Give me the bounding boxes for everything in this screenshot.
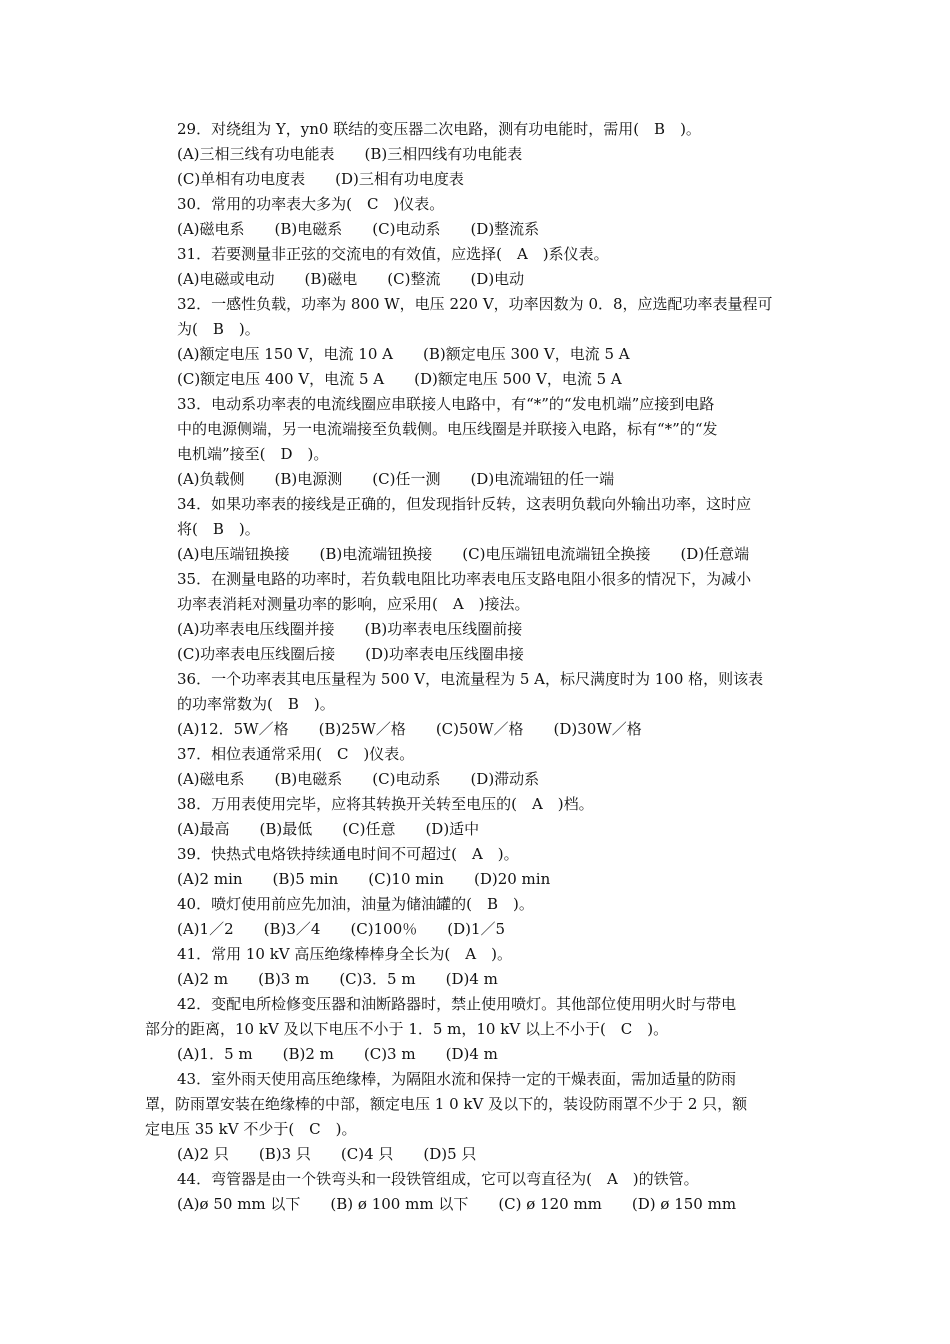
question-39: 39．快热式电烙铁持续通电时间不可超过( A )。 [177,845,519,863]
question-40: 40．喷灯使用前应先加油，油量为储油罐的( B )。 [177,895,534,913]
question-35-options: (A)功率表电压线圈并接 (B)功率表电压线圈前接 [177,620,523,638]
question-31-options: (A)电磁或电动 (B)磁电 (C)整流 (D)电动 [177,270,525,288]
question-36: 的功率常数为( B )。 [177,695,335,713]
question-36-options: (A)12．5W／格 (B)25W／格 (C)50W／格 (D)30W／格 [177,720,642,738]
question-35: 功率表消耗对测量功率的影响，应采用( A )接法。 [177,595,530,613]
question-42-options: (A)1．5 m (B)2 m (C)3 m (D)4 m [177,1045,498,1063]
question-35-options: (C)功率表电压线圈后接 (D)功率表电压线圈串接 [177,645,524,663]
question-32: 为( B )。 [177,320,260,338]
question-44: 44．弯管器是由一个铁弯头和一段铁管组成，它可以弯直径为( A )的铁管。 [177,1170,699,1188]
question-29-options: (A)三相三线有功电能表 (B)三相四线有功电能表 [177,145,523,163]
question-43-options: (A)2 只 (B)3 只 (C)4 只 (D)5 只 [177,1145,477,1163]
question-34-options: (A)电压端钮换接 (B)电流端钮换接 (C)电压端钮电流端钮全换接 (D)任意端 [177,545,750,563]
question-42: 部分的距离，10 kV 及以下电压不小于 1．5 m，10 kV 以上不小于( C )。 [145,1020,669,1038]
question-36: 36．一个功率表其电压量程为 500 V，电流量程为 5 A，标尺满度时为 100 格，则该表 [177,670,764,688]
question-40-options: (A)1／2 (B)3／4 (C)100％ (D)1／5 [177,920,506,938]
question-37-options: (A)磁电系 (B)电磁系 (C)电动系 (D)滞动系 [177,770,540,788]
question-39-options: (A)2 min (B)5 min (C)10 min (D)20 min [177,870,551,888]
question-31: 31．若要测量非正弦的交流电的有效值，应选择( A )系仪表。 [177,245,609,263]
question-35: 35．在测量电路的功率时，若负载电阻比功率表电压支路电阻小很多的情况下，为减小 [177,570,752,588]
question-37: 37．相位表通常采用( C )仪表。 [177,745,415,763]
question-33-options: (A)负载侧 (B)电源测 (C)任一测 (D)电流端钮的任一端 [177,470,615,488]
question-29-options: (C)单相有功电度表 (D)三相有功电度表 [177,170,464,188]
question-43: 43．室外雨天使用高压绝缘棒，为隔阻水流和保持一定的干燥表面，需加适量的防雨 [177,1070,737,1088]
question-33: 电机端”接至( D )。 [177,445,329,463]
question-38-options: (A)最高 (B)最低 (C)任意 (D)适中 [177,820,480,838]
question-34: 34．如果功率表的接线是正确的，但发现指针反转，这表明负载向外输出功率，这时应 [177,495,752,513]
question-30: 30．常用的功率表大多为( C )仪表。 [177,195,445,213]
question-30-options: (A)磁电系 (B)电磁系 (C)电动系 (D)整流系 [177,220,540,238]
question-32-options: (A)额定电压 150 V，电流 10 A (B)额定电压 300 V，电流 5 A [177,345,630,363]
question-41: 41．常用 10 kV 高压绝缘棒棒身全长为( A )。 [177,945,512,963]
question-32: 32．一感性负载，功率为 800 W，电压 220 V，功率因数为 0．8，应选配功率表量程可 [177,295,773,313]
question-34: 将( B )。 [177,520,260,538]
question-41-options: (A)2 m (B)3 m (C)3．5 m (D)4 m [177,970,498,988]
question-29: 29．对绕组为 Y，yn0 联结的变压器二次电路，测有功电能时，需用( B )。 [177,120,701,138]
question-32-options: (C)额定电压 400 V，电流 5 A (D)额定电压 500 V，电流 5 A [177,370,622,388]
question-42: 42．变配电所检修变压器和油断路器时，禁止使用喷灯。其他部位使用明火时与带电 [177,995,737,1013]
question-38: 38．万用表使用完毕，应将其转换开关转至电压的( A )档。 [177,795,594,813]
question-33: 中的电源侧端，另一电流端接至负载侧。电压线圈是并联接入电路，标有“*”的“发 [177,420,718,438]
question-43: 罩，防雨罩安装在绝缘棒的中部，额定电压 1 0 kV 及以下的，装设防雨罩不少于 2 只，额 [145,1095,748,1113]
question-44-options: (A)ø 50 mm 以下 (B) ø 100 mm 以下 (C) ø 120 mm (D) ø 150 mm [177,1195,737,1213]
question-33: 33．电动系功率表的电流线圈应串联接人电路中，有“*”的“发电机端”应接到电路 [177,395,715,413]
question-43: 定电压 35 kV 不少于( C )。 [145,1120,357,1138]
